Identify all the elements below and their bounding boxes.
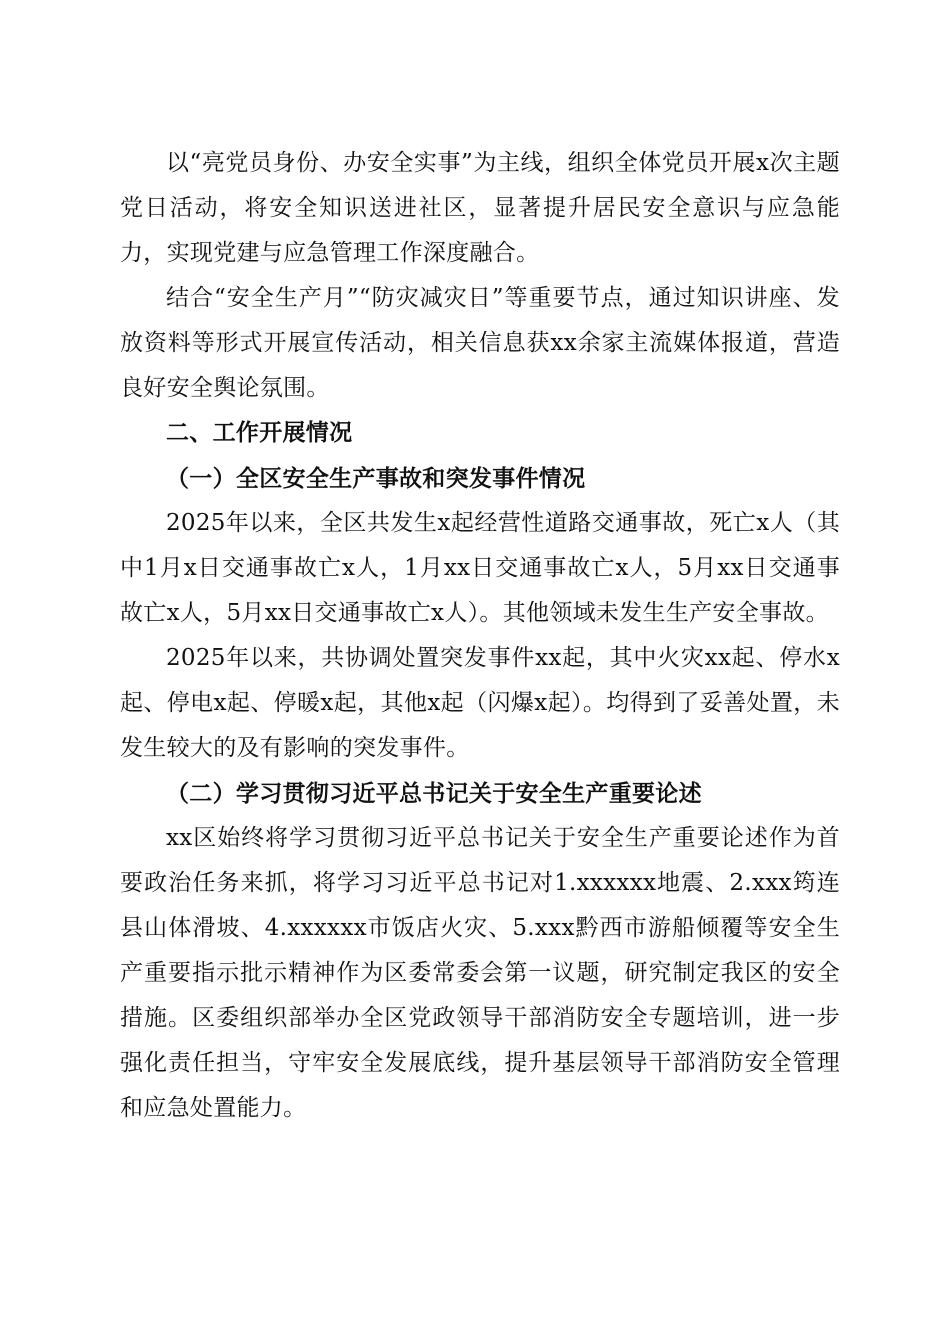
- paragraph-traffic-accidents: 2025年以来，全区共发生x起经营性道路交通事故，死亡x人（其中1月x日交通事故亡x人，1月xx日交通事故亡x人，5月xx日交通事故亡x人，5月xx日交通事故亡x人）。其他领域未发生生产安全事故。: [120, 510, 840, 626]
- section-heading-work-progress: 二、工作开展情况: [166, 420, 353, 446]
- paragraph-publicity: 结合“安全生产月”“防灾减灾日”等重要节点，通过知识讲座、发放资料等形式开展宣传活动，相关信息获xx余家主流媒体报道，营造良好安全舆论氛围。: [120, 285, 840, 401]
- document-body: [120, 141, 840, 1131]
- paragraph-study-implementation: xx区始终将学习贯彻习近平总书记关于安全生产重要论述作为首要政治任务来抓，将学习习近平总书记对1.xxxxxx地震、2.xxx筠连县山体滑坡、4.xxxxxx市饭店火灾、5.xxx黔西市游船倾覆等安全生产重要指示批示精神作为区委常委会第一议题，研究制定我区的安全措施。区委组织部举办全区党政领导干部消防安全专题培训，进一步强化责任担当，守牢安全发展底线，提升基层领导干部消防安全管理和应急处置能力。: [120, 825, 840, 1121]
- subsection-heading-incidents: （一）全区安全生产事故和突发事件情况: [166, 465, 586, 492]
- paragraph-emergencies: 2025年以来，共协调处置突发事件xx起，其中火灾xx起、停水x起、停电x起、停暖x起，其他x起（闪爆x起）。均得到了妥善处置，未发生较大的及有影响的突发事件。: [120, 645, 840, 761]
- subsection-heading-study: （二）学习贯彻习近平总书记关于安全生产重要论述: [166, 780, 702, 807]
- paragraph-party-activity: 以“亮党员身份、办安全实事”为主线，组织全体党员开展x次主题党日活动，将安全知识送进社区，显著提升居民安全意识与应急能力，实现党建与应急管理工作深度融合。: [120, 150, 840, 266]
